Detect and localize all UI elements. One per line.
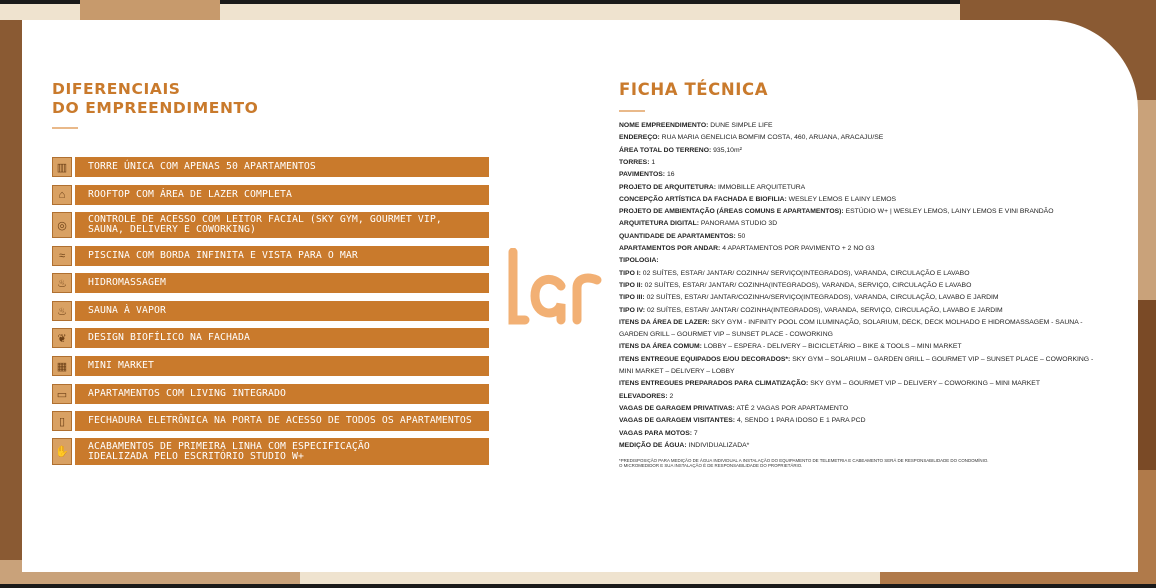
spec-value: ESTÚDIO W+ | WESLEY LEMOS, LAINY LEMOS E VINI BRANDÃO	[843, 208, 1054, 216]
spec-key: ARQUITETURA DIGITAL:	[619, 220, 700, 228]
hand-icon: ✋	[52, 438, 72, 465]
spec-key: TIPOLOGIA:	[619, 257, 659, 265]
spec-line	[619, 405, 848, 412]
spec-key: VAGAS DE GARAGEM VISITANTES:	[619, 417, 736, 425]
differential-label: PISCINA COM BORDA INFINITA E VISTA PARA O MAR	[75, 246, 489, 266]
spec-line	[619, 417, 866, 424]
spec-key: VAGAS DE GARAGEM PRIVATIVAS:	[619, 404, 735, 412]
spec-value: 935,10m²	[711, 146, 742, 154]
spec-key: TIPO III:	[619, 294, 645, 302]
differential-label: DESIGN BIOFÍLICO NA FACHADA	[75, 328, 489, 348]
spec-value: 02 SUÍTES, ESTAR/ JANTAR/COZINHA/SERVIÇO(INTEGRADOS), VARANDA, CIRCULAÇÃO, LAVABO E JARDIM	[644, 294, 999, 302]
spec-key: ENDEREÇO:	[619, 134, 660, 142]
spec-value: SKY GYM – GOURMET VIP – DELIVERY – COWORKING – MINI MARKET	[808, 380, 1040, 388]
spec-line	[619, 319, 1083, 326]
spec-value: ATÉ 2 VAGAS POR APARTAMENTO	[734, 404, 849, 412]
differentials-title	[52, 80, 258, 118]
door-lock-icon: ▯	[52, 411, 72, 431]
spec-value: MINI MARKET – DELIVERY – LOBBY	[619, 368, 735, 375]
spec-line	[619, 122, 773, 129]
spec-key: PROJETO DE AMBIENTAÇÃO (ÁREAS COMUNS E APARTAMENTOS):	[619, 208, 844, 216]
spec-line	[619, 294, 999, 301]
spec-value: 50	[735, 232, 746, 240]
pool-icon: ≈	[52, 246, 72, 266]
spec-line	[619, 245, 875, 252]
spec-key: PAVIMENTOS:	[619, 171, 666, 179]
spec-value: LOBBY – ESPERA - DELIVERY – BICICLETÁRIO – BIKE & TOOLS – MINI MARKET	[701, 343, 962, 351]
differential-item	[52, 185, 489, 205]
spec-value: PANORAMA STUDIO 3D	[699, 220, 778, 228]
spec-value: RUA MARIA GENELICIA BOMFIM COSTA, 460, ARUANA, ARACAJU/SE	[659, 134, 884, 142]
spec-line	[619, 331, 833, 338]
differential-item	[52, 328, 489, 348]
differentials-title-line2: DO EMPREENDIMENTO	[52, 99, 259, 117]
spec-value: SKY GYM - INFINITY POOL COM ILUMINAÇÃO, SOLARIUM, DECK, DECK MOLHADO E HIDROMASSAGEM - SAUNA -	[709, 318, 1083, 326]
spec-key: APARTAMENTOS POR ANDAR:	[619, 245, 721, 252]
spec-value: 16	[665, 171, 675, 179]
watermark-stroke	[535, 279, 561, 320]
spec-value: 4 APARTAMENTOS POR PAVIMENTO + 2 NO G3	[720, 245, 875, 252]
spec-key: ITENS ENTREGUES PREPARADOS PARA CLIMATIZAÇÃO:	[619, 380, 809, 388]
spec-key: CONCEPÇÃO ARTÍSTICA DA FACHADA E BIOFILIA:	[619, 195, 787, 203]
shop-icon: ▦	[52, 356, 72, 376]
spec-key: TIPO I:	[619, 269, 641, 277]
spec-key: ITENS DA ÁREA COMUM:	[619, 343, 702, 351]
spec-line	[619, 171, 675, 178]
hot-tub-icon: ♨	[52, 273, 72, 293]
spec-value: IMMOBILLE ARQUITETURA	[716, 183, 806, 191]
differential-item	[52, 246, 489, 266]
spec-key: NOME EMPREENDIMENTO:	[619, 122, 709, 129]
spec-key: PROJETO DE ARQUITETURA:	[619, 183, 717, 191]
differential-label: TORRE ÚNICA COM APENAS 50 APARTAMENTOS	[75, 157, 489, 177]
differential-item	[52, 273, 489, 293]
title-underline	[619, 110, 645, 112]
footnote: O MICROMEDIDOR E SUA INSTALAÇÃO É DE RESPONSABILIDADE DO PROPRIETÁRIO.	[619, 463, 803, 468]
spec-line	[619, 257, 659, 264]
spec-line	[619, 393, 673, 400]
watermark-stroke	[577, 278, 597, 320]
differential-label: APARTAMENTOS COM LIVING INTEGRADO	[75, 384, 489, 404]
grill-icon: ⌂	[52, 185, 72, 205]
differential-item	[52, 356, 489, 376]
spec-line	[619, 442, 749, 449]
spec-value: INDIVIDUALIZADA*	[686, 441, 750, 449]
differentials-title-line1: DIFERENCIAIS	[52, 80, 181, 98]
differential-item	[52, 301, 489, 321]
differential-item	[52, 212, 489, 238]
spec-line	[619, 343, 962, 350]
steam-icon: ♨	[52, 301, 72, 321]
watermark-stroke	[513, 252, 525, 320]
lar-watermark-logo	[505, 248, 615, 338]
differential-item	[52, 384, 489, 404]
differential-label: FECHADURA ELETRÔNICA NA PORTA DE ACESSO DE TODOS OS APARTAMENTOS	[75, 411, 489, 431]
spec-value: SKY GYM – SOLARIUM – GARDEN GRILL – GOURMET VIP – SUNSET PLACE – COWORKING -	[790, 355, 1094, 363]
technical-sheet-title: FICHA TÉCNICA	[619, 80, 769, 99]
watermark-text: lar	[505, 336, 507, 337]
title-underline	[52, 127, 78, 129]
spec-line	[619, 159, 655, 166]
differential-item	[52, 411, 489, 431]
spec-value: 2	[667, 392, 674, 400]
spec-value: 4, SENDO 1 PARA IDOSO E 1 PARA PCD	[735, 417, 866, 425]
differential-label: ROOFTOP COM ÁREA DE LAZER COMPLETA	[75, 185, 489, 205]
leaf-facade-icon: ❦	[52, 328, 72, 348]
differential-label: ACABAMENTOS DE PRIMEIRA LINHA COM ESPECIFICAÇÃO IDEALIZADA PELO ESCRITÓRIO STUDIO W+	[75, 438, 489, 465]
differential-label: SAUNA À VAPOR	[75, 301, 489, 321]
spec-key: TIPO IV:	[619, 306, 646, 314]
differential-item	[52, 438, 489, 465]
differential-label: CONTROLE DE ACESSO COM LEITOR FACIAL (SKY GYM, GOURMET VIP, SAUNA, DELIVERY E COWORKING)	[75, 212, 489, 238]
differential-item	[52, 157, 489, 177]
spec-key: QUANTIDADE DE APARTAMENTOS:	[619, 232, 736, 240]
spec-line	[619, 380, 1040, 387]
differential-label: HIDROMASSAGEM	[75, 273, 489, 293]
spec-key: VAGAS PARA MOTOS:	[619, 429, 693, 437]
spec-line	[619, 368, 735, 375]
spec-key: MEDIÇÃO DE ÁGUA:	[619, 441, 687, 449]
footnote: *PREDISPOSIÇÃO PARA MEDIÇÃO DE ÁGUA INDIVIDUAL A INSTALAÇÃO DO EQUIPAMENTO DE TELEMETRIA E CABEAMENTO SERÁ DE RESPONSABILIDADE DO CONDOMÍNIO.	[619, 458, 989, 463]
spec-line	[619, 307, 1003, 314]
spec-line	[619, 356, 1093, 363]
spec-value: GARDEN GRILL – GOURMET VIP – SUNSET PLACE - COWORKING	[619, 331, 833, 339]
spec-key: ITENS ENTREGUE EQUIPADOS E/OU DECORADOS*:	[619, 355, 791, 363]
spec-value: 02 SUÍTES, ESTAR/ JANTAR/ COZINHA(INTEGRADOS), VARANDA, SERVIÇO, CIRCULAÇÃO E LAVABO	[642, 281, 972, 289]
spec-value: 7	[692, 429, 698, 437]
spec-line	[619, 270, 969, 277]
spec-key: ÁREA TOTAL DO TERRENO:	[619, 146, 712, 154]
spec-value: 1	[649, 158, 656, 166]
spec-value: 02 SUÍTES, ESTAR/ JANTAR/ COZINHA/ SERVIÇO(INTEGRADOS), VARANDA, CIRCULAÇÃO E LAVABO	[640, 269, 970, 277]
spec-line	[619, 282, 971, 289]
spec-line	[619, 208, 1054, 215]
spec-line	[619, 196, 896, 203]
spec-line	[619, 147, 742, 154]
spec-line	[619, 430, 698, 437]
spec-line	[619, 233, 745, 240]
spec-key: TORRES:	[619, 158, 650, 166]
floorplan-icon: ▭	[52, 384, 72, 404]
spec-line	[619, 134, 883, 141]
spec-value: 02 SUÍTES, ESTAR/ JANTAR/ COZINHA(INTEGRADOS), VARANDA, SERVIÇO, CIRCULAÇÃO, LAVABO E JARDIM	[645, 306, 1003, 314]
face-scan-icon: ◎	[52, 212, 72, 238]
spec-key: ELEVADORES:	[619, 392, 668, 400]
spec-value: DUNE SIMPLE LIFE	[708, 122, 773, 129]
differential-label: MINI MARKET	[75, 356, 489, 376]
spec-value: WESLEY LEMOS E LAINY LEMOS	[786, 195, 897, 203]
spec-key: ITENS DA ÁREA DE LAZER:	[619, 318, 710, 326]
spec-line	[619, 184, 805, 191]
building-icon: ▥	[52, 157, 72, 177]
spec-key: TIPO II:	[619, 281, 643, 289]
spec-line	[619, 220, 777, 227]
